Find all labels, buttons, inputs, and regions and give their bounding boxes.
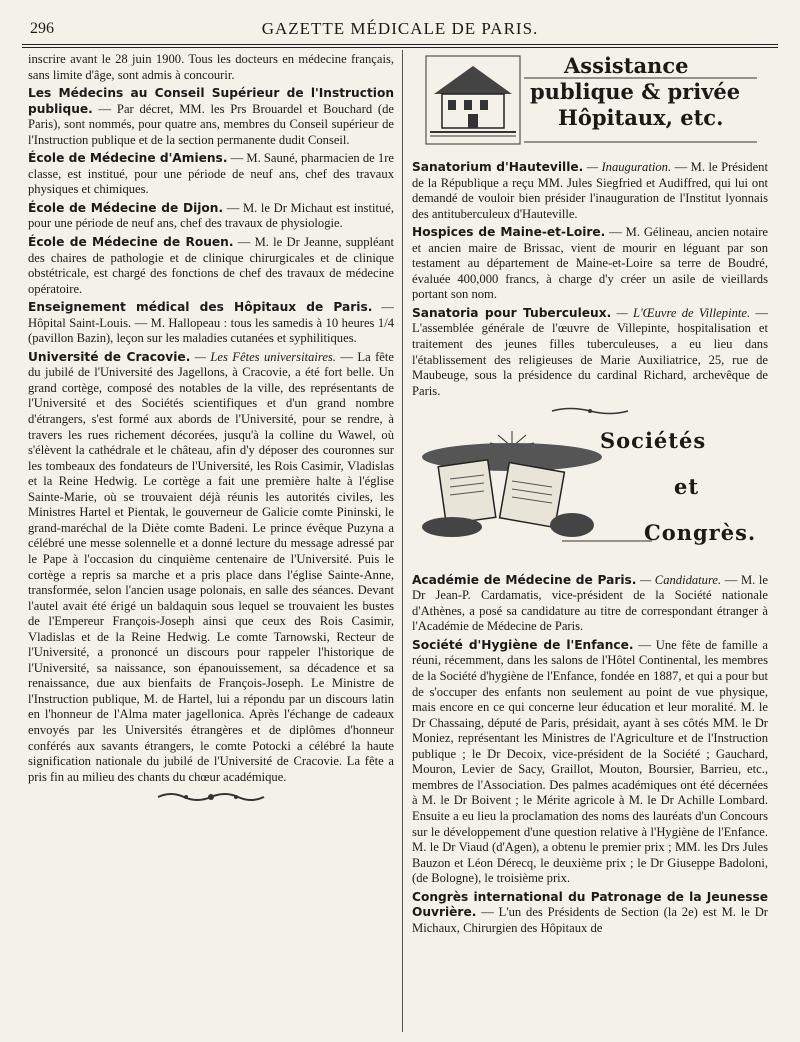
article-conseil-superieur (28, 86, 394, 148)
article-heading: Enseignement médical des Hôpitaux de Paris. (28, 300, 373, 315)
books-illustration-icon (412, 427, 768, 567)
banner-title-line3: Hôpitaux, etc. (558, 105, 724, 130)
article-heading: Académie de Médecine de Paris. (412, 572, 637, 587)
article-hauteville (412, 160, 768, 222)
societes-title-line3: Congrès. (644, 519, 757, 545)
article-body: — M. le Dr Jeanne, suppléant des chaires de pathologie et de clinique chirurgicales et de clinique obstétricale, est chargé des fonctions de chef des travaux de médecine opératoire. (28, 235, 394, 296)
article-dijon (28, 201, 394, 232)
page-number: 296 (30, 20, 54, 37)
article-subheading: — L'Œuvre de Villepinte. (611, 305, 751, 320)
ornament-divider-icon (412, 405, 768, 421)
article-hopitaux-paris (28, 300, 394, 347)
article-heading: École de Médecine d'Amiens. (28, 151, 228, 166)
article-heading: École de Médecine de Rouen. (28, 235, 234, 250)
assistance-banner (412, 52, 768, 152)
article-heading: Sanatorium d'Hauteville. (412, 160, 584, 174)
article-congres-patronage (412, 890, 768, 937)
article-body: — Une fête de famille a réuni, récemment, dans les salons de l'Hôtel Continental, les membres de la Société d'hygiène de l'Enfance, fondée en 1887, et qui a pour but de s'occuper des enfants non seulement au point de vue physique, mais encore en ce qui concerne leur éducation et leur moralité. M. le Dr Chassaing, député de Paris, présidait, ayant à ses côtés MM. le Dr Moniez, représentant les Ministres de l'Agriculture et de l'Instruction publique ; le Dr Decoix, vice-président de la Société ; Gauchard, Mouron, Levier de Sacy, Graillot, Mouton, Boursier, Barrieu, etc., membres de l'Association. Des palmes académiques ont été décernées à M. le Dr Boivent ; le Mérite agricole à M. le Dr Achille Lombard. Ensuite a eu lieu la proclamation des noms des lauréats d'un Concours sur le développement d'une question relative à l'Hygiène de l'Enfance. M. le Dr Viaud (d'Agen), a obtenu le premier prix ; MM. les Drs Jules Bauzon et Léon Dérecq, le deuxième prix ; le Dr Giuseppe Badoloni, (de Bologne), le troisième prix. (412, 637, 769, 886)
column-separator (402, 50, 403, 1032)
article-academie (412, 573, 768, 635)
societes-title-line1: Sociétés (600, 427, 707, 453)
left-column (28, 52, 394, 814)
article-heading: Congrès international du Patronage de la Jeunesse Ouvrière. (412, 889, 768, 920)
article-body: — Par décret, MM. les Prs Brouardel et Bouchard (de Paris), sont nommés, pour quatre ans, membres du Conseil supérieur de l'Instruction publique et de la section permanente dudit Conseil. (28, 101, 394, 147)
article-body: — M. le Dr Jean-P. Cardamatis, vice-président de la Société nationale d'Athènes, a posé sa candidature au titre de correspondant étranger à l'Académie de Médecine de Paris. (412, 572, 768, 634)
banner-title-line1: Assistance (564, 53, 689, 78)
article-heading: École de Médecine de Dijon. (28, 200, 224, 215)
societes-banner (412, 427, 768, 567)
article-body: — M. le Dr Michaut est institué, pour une période de neuf ans, chef des travaux de physiologie. (28, 200, 394, 231)
article-body: — M. Gélineau, ancien notaire et ancien maire de Brissac, vient de mourir en léguant par son testament au département de Maine-et-Loire sa terre de Boudré, évaluée 400,000 francs, à charge d'y créer un asile de vieillards portant son nom. (412, 225, 768, 302)
article-rouen (28, 235, 394, 297)
article-hygiene-enfance (412, 638, 768, 887)
ornament-divider-icon (28, 791, 394, 808)
article-heading: Hospices de Maine-et-Loire. (412, 225, 606, 240)
article-body: — L'un des Présidents de Section (la 2e) est M. le Dr Michaux, Chirurgien des Hôpitaux de (412, 905, 768, 935)
paragraph-text: inscrire avant le 28 juin 1900. Tous les docteurs en médecine français, sans limite d'âge, sont admis à concourir. (28, 52, 394, 82)
article-subheading: — Les Fêtes universitaires. (190, 349, 336, 364)
article-heading: Université de Cracovie. (28, 349, 191, 364)
banner-title-line2: publique & privée (530, 79, 741, 104)
header-rule (22, 44, 778, 45)
right-column (412, 52, 768, 936)
article-body: — Hôpital Saint-Louis. — M. Hallopeau : tous les samedis à 10 heures 1/4 (pavillon Bazin), leçon sur les maladies cutanées et syphilitiques. (28, 300, 394, 346)
article-amiens (28, 151, 394, 198)
article-sanatoria (412, 306, 768, 399)
paragraph-continued (28, 52, 394, 83)
article-subheading: — Inauguration. (583, 160, 672, 174)
article-heading: Les Médecins au Conseil Supérieur de l'Instruction publique. (28, 86, 394, 116)
article-maine-et-loire (412, 225, 768, 303)
article-subheading: — Candidature. (636, 572, 722, 587)
article-body: — La fête du jubilé de l'Université des Jagellons, à Cracovie, a été fort belle. Un grand cortège, composé des notables de la ville, des représentants de l'Université et des Sociétés scientifiques et d'un grand nombre d'étrangers, s'est formé aux abords de l'Université, pour se rendre, à travers les rues richement décorées, jusqu'à la colline du Wawel, où s'élèvent la cathédrale et le château, afin d'y déposer des couronnes sur les tombeaux des fondateurs de l'Université, les Rois Casimir, Vladislas et la Reine Hedwig. Le cortège a fait une première halte à l'église Sainte-Marie, où se trouvaient déjà réunis les autorités civiles, les Ministres Hartel et Pientak, le gouverneur de Galicie comte Pininski, le grand-maréchal de la Diète comte Badeni. Le prince évêque Puzyna a célébré une messe solennelle et a donné lecture du message adressé par le Pape à l'occasion du cinquième centenaire de l'Université. Puis le cortège a repris sa marche et a pris place dans l'église Sainte-Anne, transformée, selon l'ancien usage polonais, en salle des séances. Devant l'autel avait été érigé un baldaquin sous lequel se trouvaient les bustes de l'Empereur François-Joseph ainsi que ceux des Rois Casimir, Vladislas et de la Reine Hedwig. Le comte Tarnowski, Recteur de l'Université, a prononcé un discours pour rappeler l'historique de l'Université, sa naissance, son épanouissement, sa décadence et sa renaissance, due aux bienfaits de François-Joseph. Le Ministre de l'Instruction publique, M. de Hartel, lui a répondu par un discours latin en l'honneur de l'Alma mater jagellonica. Après l'échange de cadeaux envoyés par les Universités étrangères et de diplômes d'honneur conférés aux savants étrangers, le comte Potocki a célébré la haute signification nationale du jubilé de l'Université de Cracovie. La fête a pris fin au milieu des chants du chœur académique. (28, 349, 394, 784)
article-body: — M. le Président de la République a reçu MM. Jules Siegfried et Audiffred, qui lui ont demandé de vouloir bien présider l'inauguration de l'Institut lyonnais des antituberculeux d'Hauteville. (412, 160, 768, 221)
article-body: — M. Sauné, pharmacien de 1re classe, est institué, pour une période de neuf ans, chef des travaux physiques et chimiques. (28, 151, 394, 197)
article-heading: Sanatoria pour Tuberculeux. (412, 305, 612, 320)
article-body: — L'assemblée générale de l'œuvre de Villepinte, hospitalisation et traitement des jeunes filles tuberculeuses, a eu lieu dans l'établissement des religieuses de Marie Auxiliatrice, 25, rue de Maubeuge, sous la présidence du cardinal Richard, archevêque de Paris. (412, 305, 768, 398)
article-cracovie (28, 350, 394, 785)
societes-title-line2: et (674, 473, 700, 499)
page-header (22, 14, 778, 44)
running-title: GAZETTE MÉDICALE DE PARIS. (261, 19, 539, 38)
article-heading: Société d'Hygiène de l'Enfance. (412, 637, 634, 652)
header-rule-2 (22, 47, 778, 48)
